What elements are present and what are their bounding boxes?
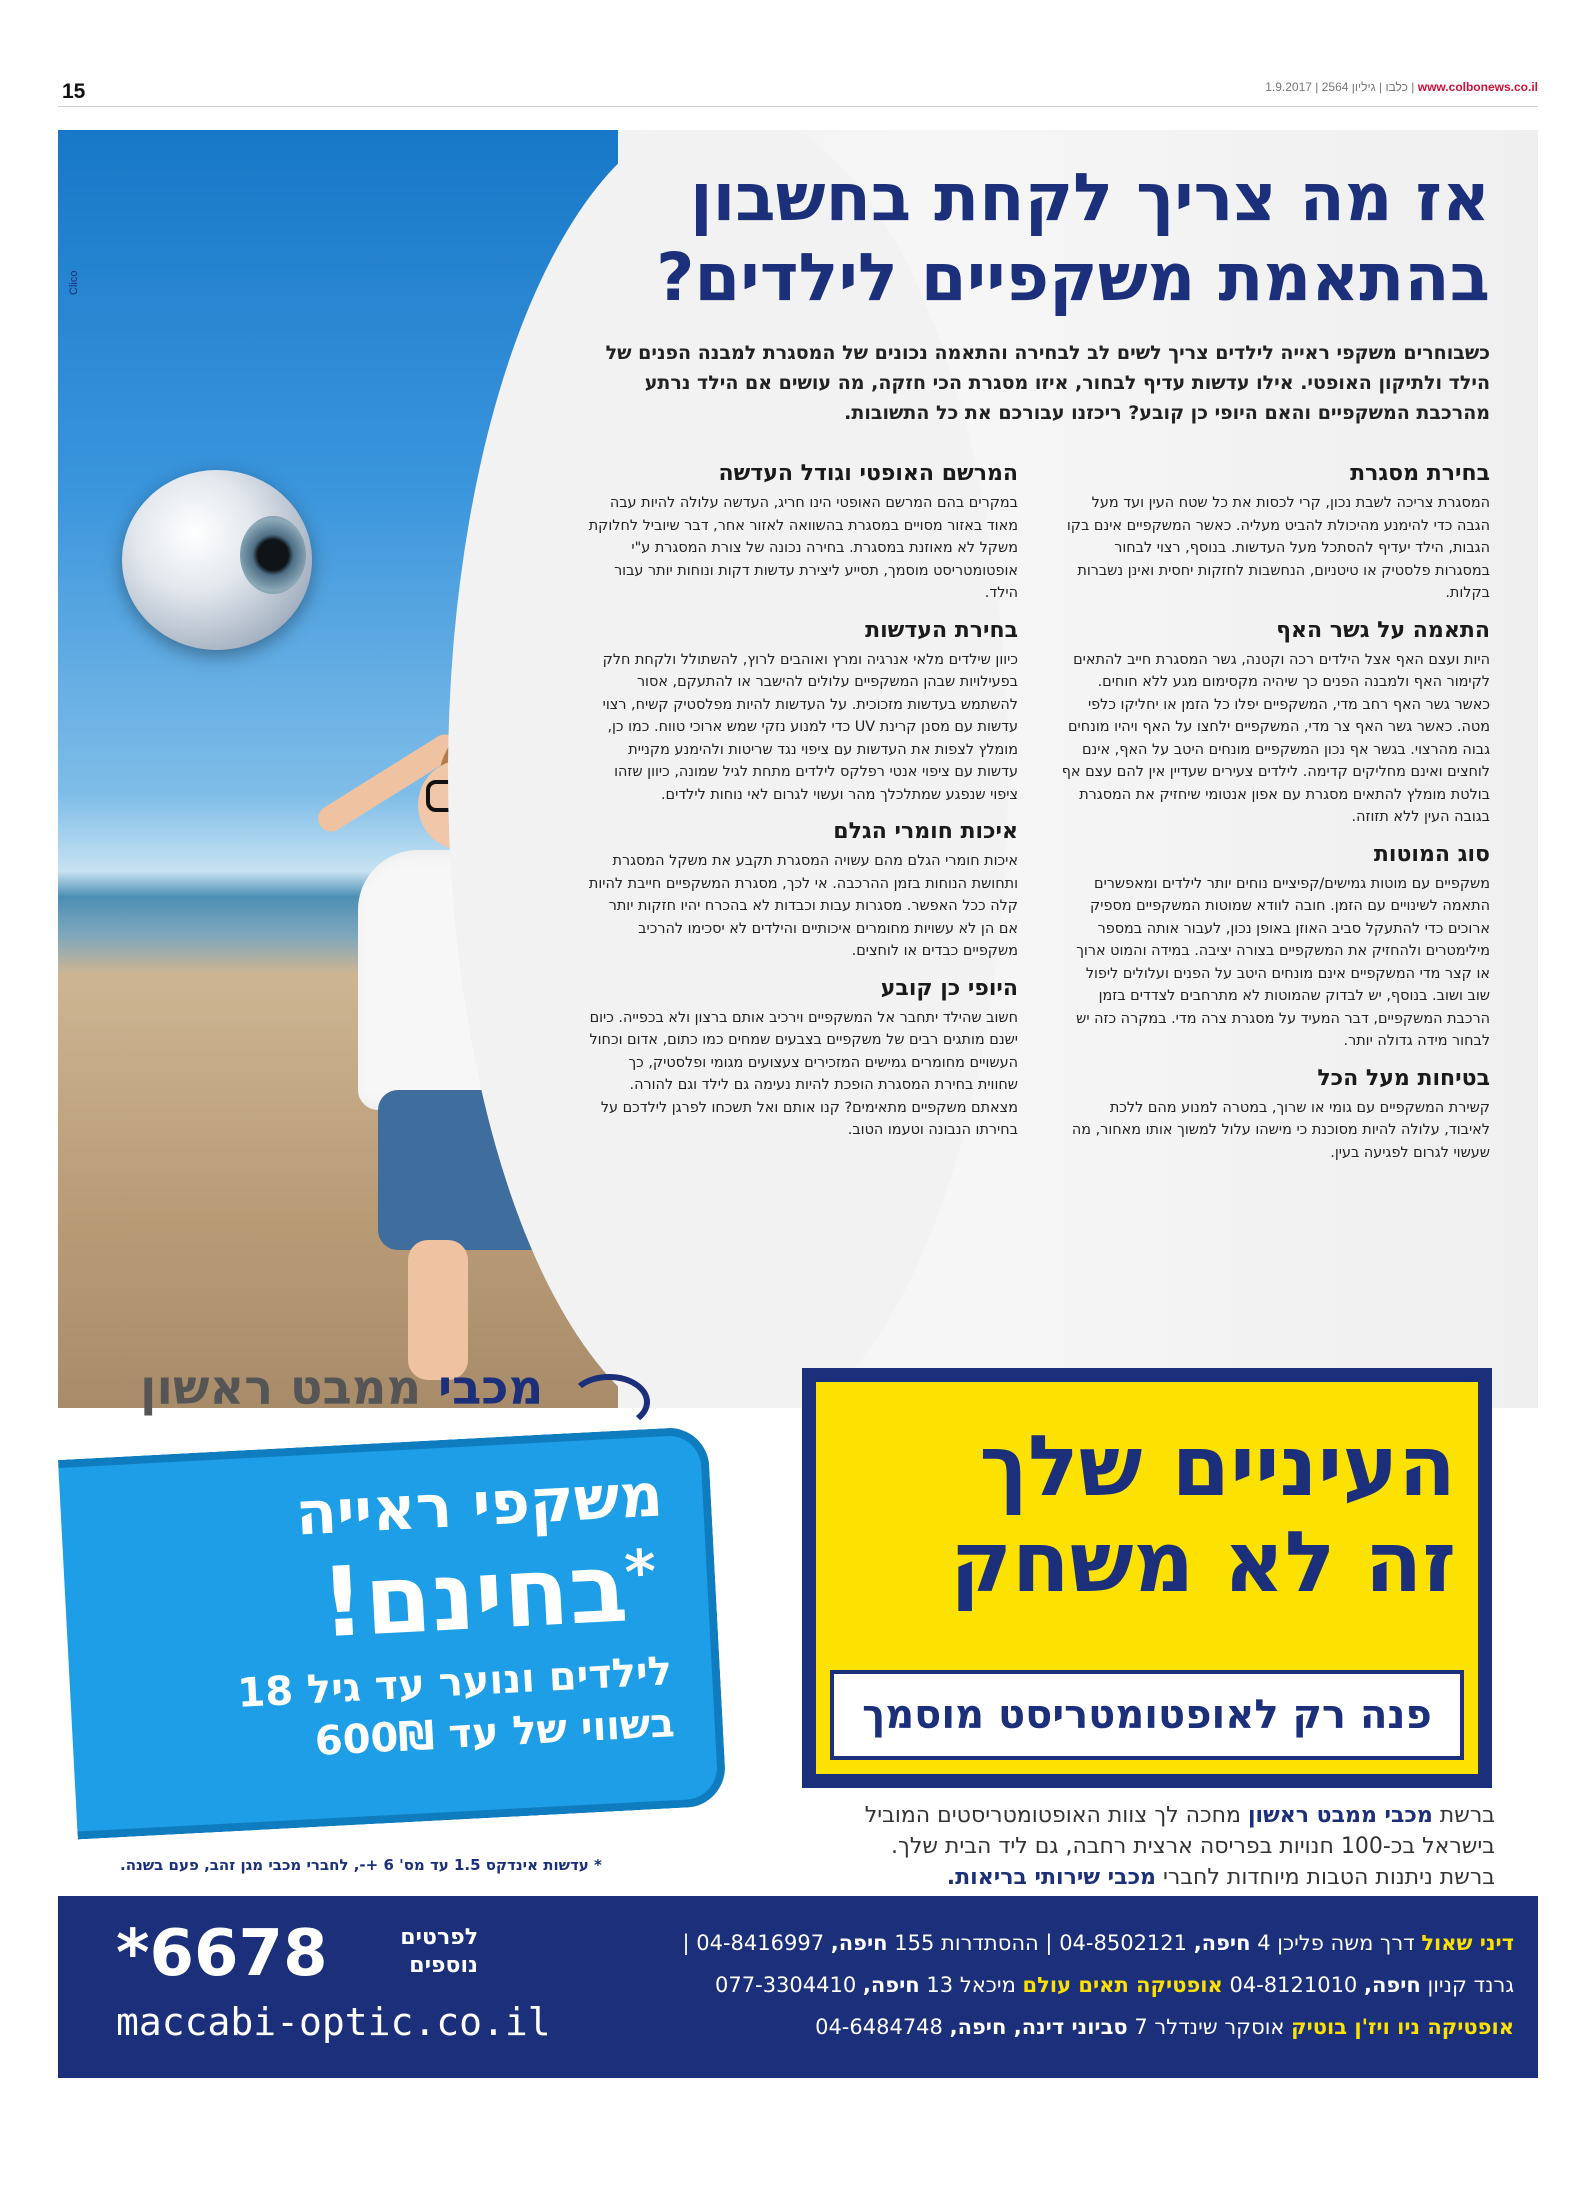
ad-network-text xyxy=(795,1800,1495,1893)
headline-line-2: בהתאמת משקפיים לילדים? xyxy=(656,239,1490,316)
article-intro: כשבוחרים משקפי ראייה לילדים צריך לשים לב לבחירה והתאמה נכונים של המסגרת למבנה הפנים של הילד ולתיקון האופטי. אילו עדשות עדיף לבחור, איזו מסגרת הכי חזקה, מה עושים אם הילד נרתע מהרכבת המשקפיים והאם היופי כן קובע? ריכזנו עבורכם את כל התשובות. xyxy=(605,342,1490,424)
ad-footnote: * עדשות אינדקס 1.5 עד מס' 6 +-, לחברי מכבי מגן זהב, פעם בשנה. xyxy=(120,1856,602,1874)
section-body: היות ועצם האף אצל הילדים רכה וקטנה, גשר המסגרת חייב להתאים לקימור האף ולמבנה הפנים כך שיהיה מקסימום מגע ללא חוחים. כאשר גשר האף רחב מדי, המשקפיים יפלו כל הזמן או יחליקו כלפי מטה. כאשר גשר האף צר מדי, המשקפיים ילחצו על האף ויהיו מונחים גבוה מהרצוי. בגשר אף נכון המשקפיים מונחים היטב על האף, אינם לוחצים ואינם מחליקים קדימה. לילדים צעירים שעדיין אין להם עצם אף בולטת מומלץ להתאים מסגרת עם אפון אנטומי שיחזיק את המסגרת בגובה העין ללא תזוזה. xyxy=(1061,651,1490,825)
headline-line-1: אז מה צריך לקחת בחשבון xyxy=(689,159,1490,236)
section-title: בטיחות מעל הכל xyxy=(1317,1065,1490,1091)
section-safety xyxy=(1060,1065,1490,1165)
maccabi-logo xyxy=(140,1360,543,1416)
network-line1-rest: מחכה לך צוות האופטומטריסטים המוביל xyxy=(864,1803,1248,1828)
section-body: כיוון שילדים מלאי אנרגיה ומרץ ואוהבים לרוץ, להשתולל ולקחת חלק בפעילויות שבהן המשקפיים עלולים להישבר או להתעקם, אסור להשתמש בעדשות מזכוכית. על העדשות להיות מפלסטיק קשיח, רצוי עדשות עם מסנן קרינת UV כדי למנוע נזקי שמש ארוכי טווח. כמו כן, מומלץ לצפות את העדשות עם ציפוי נגד שריטות ולהימנע מקניית עדשות עם ציפוי אנטי רפלקס לילדים מתחת לגיל שמונה, כיוון שזהו ציפוי שנפגע שמתלכלך מהר ועשוי לגרום לאי נוחות לילדים. xyxy=(602,651,1018,803)
badge-line-1: משקפי ראייה xyxy=(293,1460,665,1550)
section-title: בחירת העדשות xyxy=(865,617,1018,643)
footer-website[interactable]: maccabi-optic.co.il xyxy=(116,2000,551,2044)
eyeball-iris xyxy=(240,516,306,594)
section-lenses xyxy=(588,617,1018,807)
ad-free-glasses-badge xyxy=(58,1426,727,1839)
badge-line-3: לילדים ונוער עד גיל 18 xyxy=(236,1648,674,1717)
section-body: משקפיים עם מוטות גמישים/קפיציים נוחים יותר לילדים ומאפשרים התאמה לשינויים עם הזמן. חובה לוודא שמוטות המשקפיים מספיק ארוכים כדי להתעקל סביב האוזן באופן נכון, לעבור אותה במספר מילימטרים ולהחזיק את המשקפיים בצורה יציבה. במידה והמוט ארוך או קצר מדי המשקפיים אינם מונחים היטב על הפנים ועלולים ליפול שוב ושוב. בנוסף, יש לבדוק שהמוטות לא מתרחבים לצדדים בזמן הרכבת המשקפיים, דבר המעיד על מסגרת צרה מדי. במקרה כזה יש לבחור מידה גדולה יותר. xyxy=(1076,875,1490,1049)
section-title: איכות חומרי הגלם xyxy=(833,819,1018,844)
section-prescription xyxy=(588,460,1018,605)
section-frame-choice xyxy=(1060,460,1490,605)
network-line2: בישראל בכ-100 חנויות בפריסה ארצית רחבה, גם ליד הבית שלך. xyxy=(891,1834,1495,1859)
logo-swoosh-icon xyxy=(568,1374,650,1430)
footer-phone-label: לפרטים נוספים xyxy=(400,1925,478,1978)
masthead: www.colbonews.co.il | כלבו | גיליון 2564 | 1.9.2017 xyxy=(1265,80,1538,94)
branch-row-1: דיני שאול דרך משה פליכן 4 חיפה, 04-8502121 | ההסתדרות 155 חיפה, 04-8416997 | xyxy=(682,1931,1514,1955)
section-body: איכות חומרי הגלם מהם עשויה המסגרת תקבע את משקל המסגרת ותחושת הנוחות בזמן ההרכבה. אי לכך, מסגרת המשקפיים חייבת להיות קלה ככל האפשר. מסגרות עבות וכבדות לא בהכרח יהיו חזקות יותר אם הן לא עשויות מחומרים איכותיים והילדים לא יסכימו להרכיב משקפיים כבדים או לוחצים. xyxy=(588,853,1018,959)
section-temples xyxy=(1060,841,1490,1053)
section-body: חשוב שהילד יתחבר אל המשקפיים וירכיב אותם ברצון ולא בכפייה. כיום ישנם מותגים רבים של משקפיים בצבעים שמחים כמו כתום, אדום וכחול העשויים מחומרים גמישים המזכירים צעצועים מגומי ופלסטיק, כך שחווית בחירת המסגרת הופכת להיות נעימה גם לילד וגם להורה. מצאתם משקפיים מתאימים? קנו אותם ואל תשכחו לפרגן לילדכם על בחירתו הנבונה וטעמו הטוב. xyxy=(589,1009,1018,1138)
section-body: קשירת המשקפיים עם גומי או שרוך, במטרה למנוע מהם ללכת לאיבוד, עלולה להיות מסוכנת כי מישהו עלול למשוך אותו מאחור, מה שעשוי לגרום לפגיעה בעין. xyxy=(1071,1099,1490,1161)
network-pre: ברשת xyxy=(1432,1803,1495,1828)
ad-yellow-line-1: העיניים שלך xyxy=(979,1417,1456,1515)
section-beauty xyxy=(588,975,1018,1142)
branch-row-2: גרנד קניון חיפה, 04-8121010 אופטיקה תאים עולם מיכאל 13 חיפה, 077-3304410 xyxy=(715,1973,1514,1997)
article-panel xyxy=(58,130,1538,1408)
badge-asterisk: * xyxy=(622,1536,658,1609)
child-leg xyxy=(408,1240,468,1380)
ad-yellow-subline: פנה רק לאופטומטריסט מוסמך xyxy=(830,1670,1464,1760)
badge-line-2: בחינם! xyxy=(318,1531,631,1660)
network-line3-pre: ברשת ניתנות הטבות מיוחדות לחברי xyxy=(1155,1865,1495,1890)
network-line3-brand: מכבי שירותי בריאות. xyxy=(946,1865,1156,1890)
section-title: המרשם האופטי וגודל העדשה xyxy=(718,461,1018,486)
page-number: 15 xyxy=(62,80,86,103)
article-headline xyxy=(570,158,1490,318)
section-body: המסגרת צריכה לשבת נכון, קרי לכסות את כל שטח העין ועד מעל הגבה כדי להימנע מהיכולת להביט מעליה. כאשר המשקפיים אינם בקו הגבות, הילד יעדיף להסתכל מעל העדשות. בנוסף, רצוי לבחור במסגרות פלסטיק או טיטניום, הנחשבות לחזקות יחסית ואינן נשברות בקלות. xyxy=(1066,495,1490,601)
section-title: בחירת מסגרת xyxy=(1350,461,1490,486)
network-brand: מכבי ממבט ראשון xyxy=(1247,1803,1433,1828)
branch-row-3: אופטיקה ניו ויז'ן בוטיק אוסקר שינדלר 7 סביוני דינה, חיפה, 04-6484748 xyxy=(815,2015,1514,2039)
section-title: היופי כן קובע xyxy=(880,975,1018,1001)
article-column-left xyxy=(588,460,1018,1154)
eyeball-illustration xyxy=(122,470,312,650)
ad-yellow-line-2: זה לא משחק xyxy=(950,1513,1456,1611)
badge-line-4: בשווי של עד 600₪ xyxy=(313,1700,676,1765)
section-title: סוג המוטות xyxy=(1373,841,1490,867)
masthead-issue: כלבו | גיליון 2564 | 1.9.2017 xyxy=(1265,80,1408,94)
logo-brand-name: מכבי xyxy=(437,1360,544,1416)
masthead-site[interactable]: www.colbonews.co.il xyxy=(1417,80,1538,94)
logo-tagline: ממבט ראשון xyxy=(140,1360,422,1416)
article-column-right xyxy=(1060,460,1490,1176)
section-materials xyxy=(588,818,1018,963)
footer-phone[interactable]: *6678 xyxy=(116,1917,328,1991)
header-divider xyxy=(58,106,1538,107)
section-body: במקרים בהם המרשם האופטי הינו חריג, העדשה עלולה להיות עבה מאוד באזור מסויים במסגרת בהשוואה לאזור אחר, דבר שיוביל לחלוקת משקל לא מאוזנת במסגרת. בחירה נכונה של צורת המסגרת ע"י אופטומטריסט מוסמך, תסייע ליצירת עדשות דקות ונוחות יותר עבור הילד. xyxy=(588,495,1018,601)
section-nose-bridge xyxy=(1060,617,1490,829)
footer-branches xyxy=(554,1922,1514,2048)
section-title: התאמה על גשר האף xyxy=(1276,617,1490,643)
photo-credit: Clico xyxy=(68,270,80,295)
ad-yellow-box xyxy=(802,1368,1492,1788)
ad-yellow-headline xyxy=(826,1418,1456,1610)
ad-footer xyxy=(58,1896,1538,2078)
